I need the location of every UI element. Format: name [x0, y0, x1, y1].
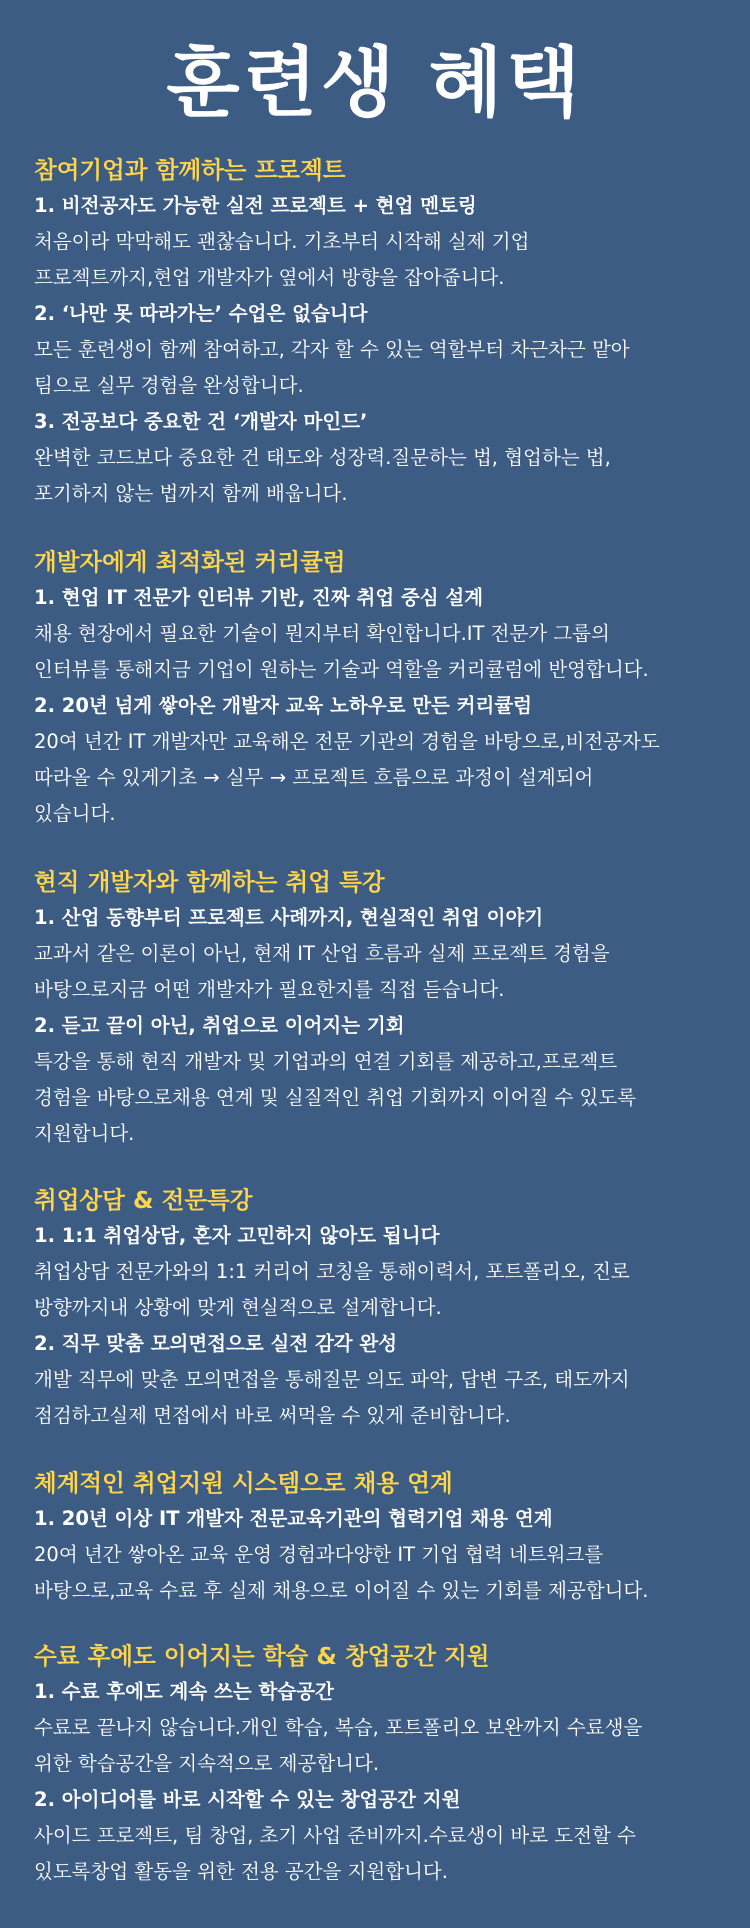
item-heading: 1. 산업 동향부터 프로젝트 사례까지, 현실적인 취업 이야기	[34, 906, 544, 929]
item-heading: 1. 현업 IT 전문가 인터뷰 기반, 진짜 취업 중심 설계	[34, 586, 484, 609]
item-text: 개발 직무에 맞춘 모의면접을 통해질문 의도 파악, 답변 구조, 태도까지	[34, 1368, 630, 1391]
section-employment-system	[34, 1465, 730, 1609]
item-text: 완벽한 코드보다 중요한 건 태도와 성장력.질문하는 법, 협업하는 법,	[34, 446, 611, 469]
item-heading: 2. 듣고 끝이 아닌, 취업으로 이어지는 기회	[34, 1014, 405, 1037]
item-text: 프로젝트까지,현업 개발자가 옆에서 방향을 잡아줍니다.	[34, 266, 505, 289]
item-text: 인터뷰를 통해지금 기업이 원하는 기술과 역할을 커리큘럼에 반영합니다.	[34, 658, 649, 681]
item-text: 포기하지 않는 법까지 함께 배웁니다.	[34, 482, 348, 505]
item-text: 있습니다.	[34, 802, 116, 825]
item-text: 지원합니다.	[34, 1122, 135, 1145]
item-text: 경험을 바탕으로채용 연계 및 실질적인 취업 기회까지 이어질 수 있도록	[34, 1086, 637, 1109]
item-text: 팀으로 실무 경험을 완성합니다.	[34, 374, 304, 397]
item-heading: 2. ‘나만 못 따라가는’ 수업은 없습니다	[34, 302, 368, 325]
item-heading: 1. 비전공자도 가능한 실전 프로젝트 + 현업 멘토링	[34, 194, 477, 217]
item-text: 수료로 끝나지 않습니다.개인 학습, 복습, 포트폴리오 보완까지 수료생을	[34, 1716, 643, 1739]
section-partner-projects	[34, 152, 730, 512]
item-heading: 3. 전공보다 중요한 건 ‘개발자 마인드’	[34, 410, 368, 433]
item-heading: 2. 20년 넘게 쌓아온 개발자 교육 노하우로 만든 커리큘럼	[34, 694, 533, 717]
item-text: 방향까지내 상황에 맞게 현실적으로 설계합니다.	[34, 1296, 442, 1319]
item-text: 20여 년간 IT 개발자만 교육해온 전문 기관의 경험을 바탕으로,비전공자도	[34, 730, 660, 753]
item-text: 바탕으로지금 어떤 개발자가 필요한지를 직접 듣습니다.	[34, 978, 505, 1001]
item-heading: 1. 1:1 취업상담, 혼자 고민하지 않아도 됩니다	[34, 1224, 440, 1247]
item-text: 바탕으로,교육 수료 후 실제 채용으로 이어질 수 있는 기회를 제공합니다.	[34, 1579, 649, 1602]
item-text: 위한 학습공간을 지속적으로 제공합니다.	[34, 1752, 380, 1775]
item-heading: 2. 직무 맞춤 모의면접으로 실전 감각 완성	[34, 1332, 398, 1355]
item-text: 있도록창업 활동을 위한 전용 공간을 지원합니다.	[34, 1860, 448, 1883]
section-title: 개발자에게 최적화된 커리큘럼	[34, 548, 346, 576]
section-title: 취업상담 & 전문특강	[34, 1186, 253, 1214]
item-text: 채용 현장에서 필요한 기술이 뭔지부터 확인합니다.IT 전문가 그룹의	[34, 622, 610, 645]
item-text: 모든 훈련생이 함께 참여하고, 각자 할 수 있는 역할부터 차근차근 맡아	[34, 338, 630, 361]
section-learning-space	[34, 1638, 730, 1890]
section-career-lecture	[34, 864, 730, 1152]
item-heading: 1. 20년 이상 IT 개발자 전문교육기관의 협력기업 채용 연계	[34, 1507, 553, 1530]
section-title: 현직 개발자와 함께하는 취업 특강	[34, 868, 385, 896]
section-title: 수료 후에도 이어지는 학습 & 창업공간 지원	[34, 1642, 490, 1670]
item-text: 처음이라 막막해도 괜찮습니다. 기초부터 시작해 실제 기업	[34, 230, 530, 253]
item-text: 20여 년간 쌓아온 교육 운영 경험과다양한 IT 기업 협력 네트워크를	[34, 1543, 604, 1566]
item-text: 특강을 통해 현직 개발자 및 기업과의 연결 기회를 제공하고,프로젝트	[34, 1050, 618, 1073]
section-title: 체계적인 취업지원 시스템으로 채용 연계	[34, 1469, 453, 1497]
item-heading: 2. 아이디어를 바로 시작할 수 있는 창업공간 지원	[34, 1788, 461, 1811]
item-text: 교과서 같은 이론이 아닌, 현재 IT 산업 흐름과 실제 프로젝트 경험을	[34, 942, 610, 965]
item-text: 따라올 수 있게기초 → 실무 → 프로젝트 흐름으로 과정이 설계되어	[34, 766, 594, 789]
section-counseling	[34, 1182, 730, 1434]
item-text: 점검하고실제 면접에서 바로 써먹을 수 있게 준비합니다.	[34, 1404, 511, 1427]
item-text: 사이드 프로젝트, 팀 창업, 초기 사업 준비까지.수료생이 바로 도전할 수	[34, 1824, 636, 1847]
section-title: 참여기업과 함께하는 프로젝트	[34, 156, 346, 184]
page-title: 훈련생 혜택	[166, 38, 584, 127]
section-curriculum	[34, 544, 730, 832]
item-heading: 1. 수료 후에도 계속 쓰는 학습공간	[34, 1680, 334, 1703]
item-text: 취업상담 전문가와의 1:1 커리어 코칭을 통해이력서, 포트폴리오, 진로	[34, 1260, 630, 1283]
